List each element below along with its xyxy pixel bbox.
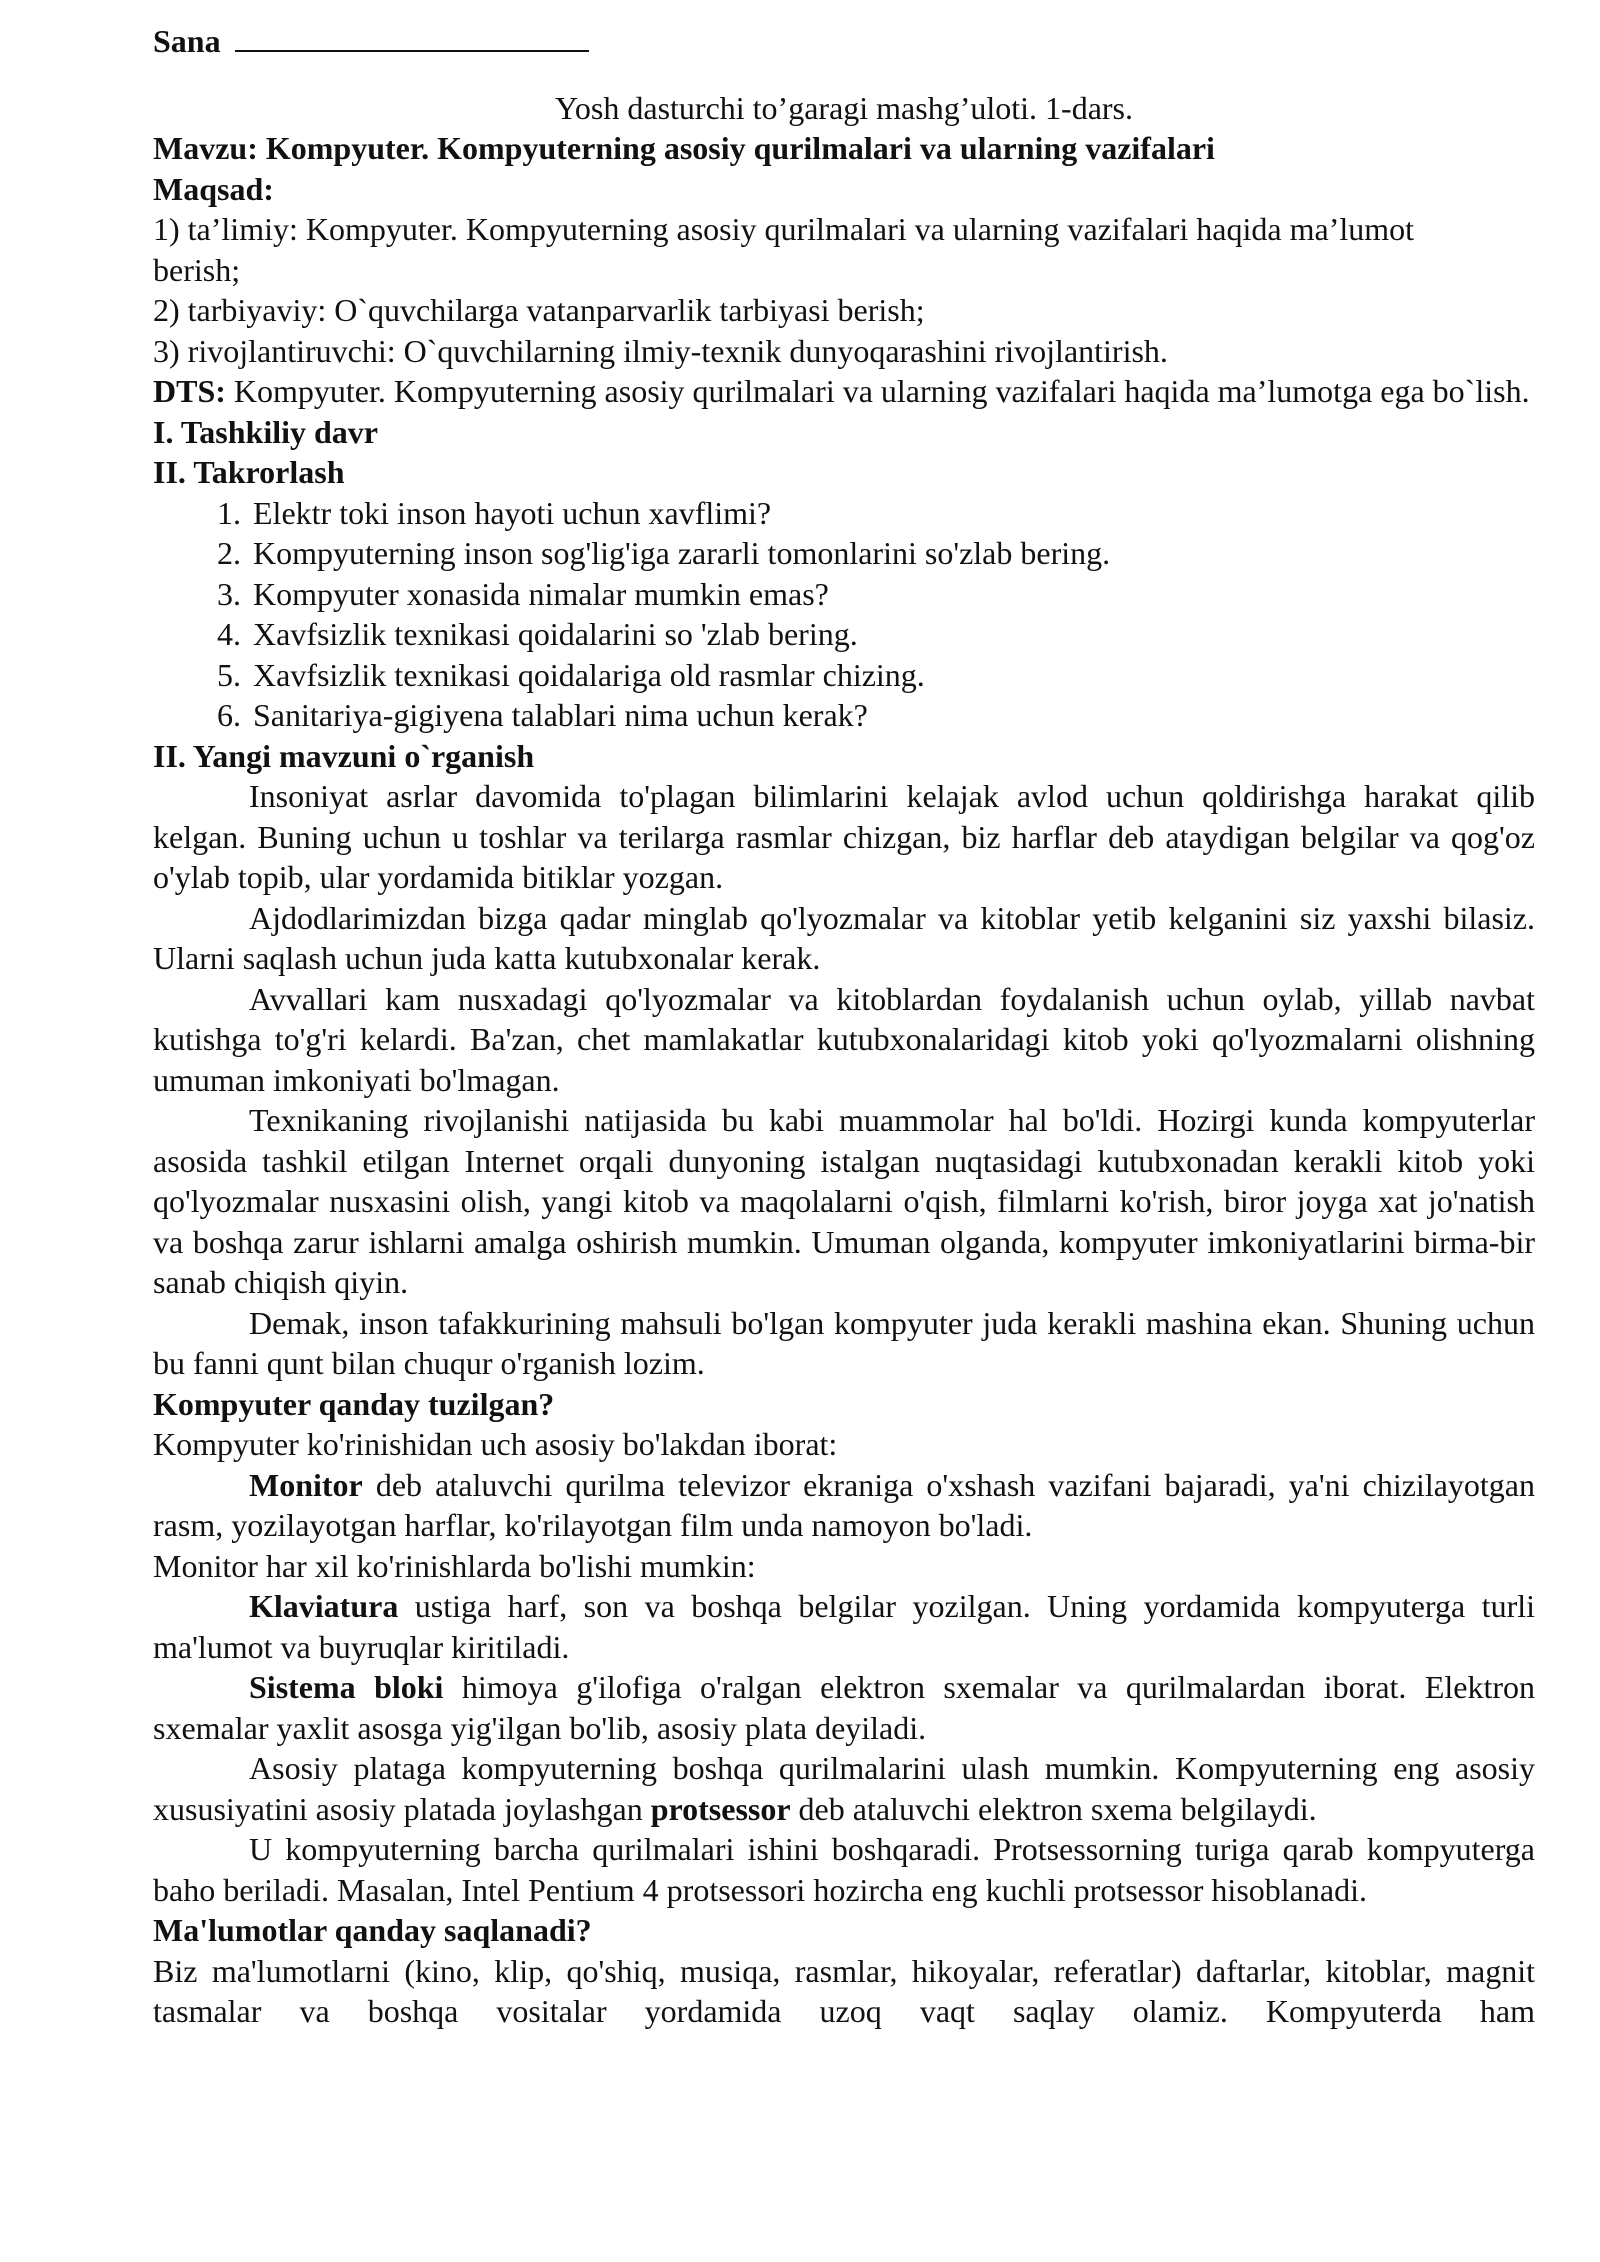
monitor-text: deb ataluvchi qurilma televizor ekraniga o'xshash vazifani bajaradi, ya'ni chizilayotgan rasm, yozilayotgan harflar, ko'rilayotgan film unda namoyon bo'ladi. (153, 1466, 1535, 1543)
goal-item: 1) ta’limiy: Kompyuter. Kompyuterning asosiy qurilmalari va ularning vazifalari haqida ma’lumot berish; (153, 211, 1415, 288)
dts-text: Kompyuter. Kompyuterning asosiy qurilmalari va ularning vazifalari haqida ma’lumotga ega bo`lish. (225, 373, 1530, 409)
topic-heading: Mavzu: Kompyuter. Kompyuterning asosiy qurilmalari va ularning vazifalari (153, 130, 1215, 166)
lesson-title: Yosh dasturchi to’garagi mashg’uloti. 1-dars. (555, 89, 1133, 126)
dts-label: DTS: (153, 373, 226, 409)
keyboard-term: Klaviatura (249, 1588, 399, 1624)
date-field (153, 20, 1535, 62)
processor-term: protsessor (650, 1790, 791, 1827)
keyboard-text: ustiga harf, son va boshqa belgilar yozilgan. Uning yordamida kompyuterga turli ma'lumot va buyruqlar kiritiladi. (153, 1588, 1535, 1665)
storage-paragraph: Biz ma'lumotlarni (kino, klip, qo'shiq, musiqa, rasmlar, hikoyalar, referatlar) daftarlar, kitoblar, magnit tasmalar va boshqa vositalar yordamida uzoq vaqt saqlay olamiz. Kompyuterda ham (153, 1952, 1535, 2029)
body-paragraph: Insoniyat asrlar davomida to'plagan bilimlarini kelajak avlod uchun qoldirishga harakat qilib kelgan. Buning uchun u toshlar va terilarga rasmlar chizgan, biz harflar deb ataydigan belgilar va qog'oz o'ylab topib, ular yordamida bitiklar yozgan. (153, 778, 1535, 895)
structure-heading: Kompyuter qanday tuzilgan? (153, 1385, 555, 1422)
list-item: 4. Xavfsizlik texnikasi qoidalarini so 'zlab bering. (249, 614, 1535, 655)
list-item: 3. Kompyuter xonasida nimalar mumkin emas? (249, 574, 1535, 615)
date-blank-line (235, 20, 589, 52)
monitor-note: Monitor har xil ko'rinishlarda bo'lishi mumkin: (153, 1547, 756, 1584)
mainboard-text-before: Asosiy plataga kompyuterning boshqa qurilmalarini ulash mumkin. Kompyuterning eng asosiy xususiyatini asosiy platada joylashgan (153, 1750, 1535, 1827)
storage-heading: Ma'lumotlar qanday saqlanadi? (153, 1912, 592, 1948)
system-unit-paragraph (153, 1667, 1535, 1748)
body-paragraph: Demak, inson tafakkurining mahsuli bo'lgan kompyuter juda kerakli mashina ekan. Shuning uchun bu fanni qunt bilan chuqur o'rganish lozim. (153, 1304, 1535, 1381)
monitor-paragraph (153, 1465, 1535, 1546)
dts-paragraph (153, 371, 1535, 412)
body-paragraph: Texnikaning rivojlanishi natijasida bu kabi muammolar hal bo'ldi. Hozirgi kunda kompyuterlar asosida tashkil etilgan Internet orqali dunyoning istalgan nuqtasidagi kutubxonadan kerakli kitob yoki qo'lyozmalar nusxasini olish, yangi kitob va maqolalarni o'qish, filmlarni ko'rish, biror joyga xat jo'natish va boshqa zarur ishlarni amalga oshirish mumkin. Umuman olganda, kompyuter imkoniyatlarini birma-bir sanab chiqish qiyin. (153, 1102, 1535, 1300)
system-unit-text: himoya g'ilofiga o'ralgan elektron sxemalar va qurilmalardan iborat. Elektron sxemalar yaxlit asosga yig'ilgan bo'lib, asosiy plata deyiladi. (153, 1669, 1536, 1746)
goal-item: 2) tarbiyaviy: O`quvchilarga vatanparvarlik tarbiyasi berish; (153, 292, 925, 328)
mainboard-text-after: deb ataluvchi elektron sxema belgilaydi. (790, 1790, 1317, 1827)
mainboard-paragraph (153, 1748, 1535, 1829)
section-review-title: II. Takrorlash (153, 454, 345, 490)
list-item: 5. Xavfsizlik texnikasi qoidalariga old rasmlar chizing. (249, 655, 1535, 696)
list-item: 2. Kompyuterning inson sog'lig'iga zararli tomonlarini so'zlab bering. (249, 533, 1535, 574)
processor-paragraph: U kompyuterning barcha qurilmalari ishini boshqaradi. Protsessorning turiga qarab kompyuterga baho beriladi. Masalan, Intel Pentium 4 protsessori hozircha eng kuchli protsessor hisoblanadi. (153, 1831, 1535, 1908)
list-item: 1. Elektr toki inson hayoti uchun xavflimi? (249, 493, 1535, 534)
goal-item: 3) rivojlantiruvchi: O`quvchilarning ilmiy-texnik dunyoqarashini rivojlantirish. (153, 332, 1168, 369)
monitor-term: Monitor (249, 1466, 363, 1503)
date-label: Sana (153, 23, 221, 59)
keyboard-paragraph (153, 1586, 1535, 1667)
body-paragraph: Ajdodlarimizdan bizga qadar minglab qo'lyozmalar va kitoblar yetib kelganini siz yaxshi bilasiz. Ularni saqlash uchun juda katta kutubxonalar kerak. (153, 899, 1535, 976)
list-item: 6. Sanitariya-gigiyena talablari nima uchun kerak? (249, 695, 1535, 736)
goal-label: Maqsad: (153, 170, 274, 207)
body-paragraph: Avvallari kam nusxadagi qo'lyozmalar va kitoblardan foydalanish uchun oylab, yillab navbat kutishga to'g'ri kelardi. Ba'zan, chet mamlakatlar kutubxonalaridagi kitob yoki qo'lyozmalarni olishning umuman imkoniyati bo'lmagan. (153, 980, 1535, 1098)
structure-intro: Kompyuter ko'rinishidan uch asosiy bo'lakdan iborat: (153, 1426, 838, 1462)
section-new-topic-title: II. Yangi mavzuni o`rganish (153, 737, 535, 774)
document-page (153, 20, 1535, 2032)
review-questions-list (153, 493, 1535, 736)
system-unit-term: Sistema bloki (249, 1669, 444, 1705)
section-organizational: I. Tashkiliy davr (153, 413, 378, 450)
